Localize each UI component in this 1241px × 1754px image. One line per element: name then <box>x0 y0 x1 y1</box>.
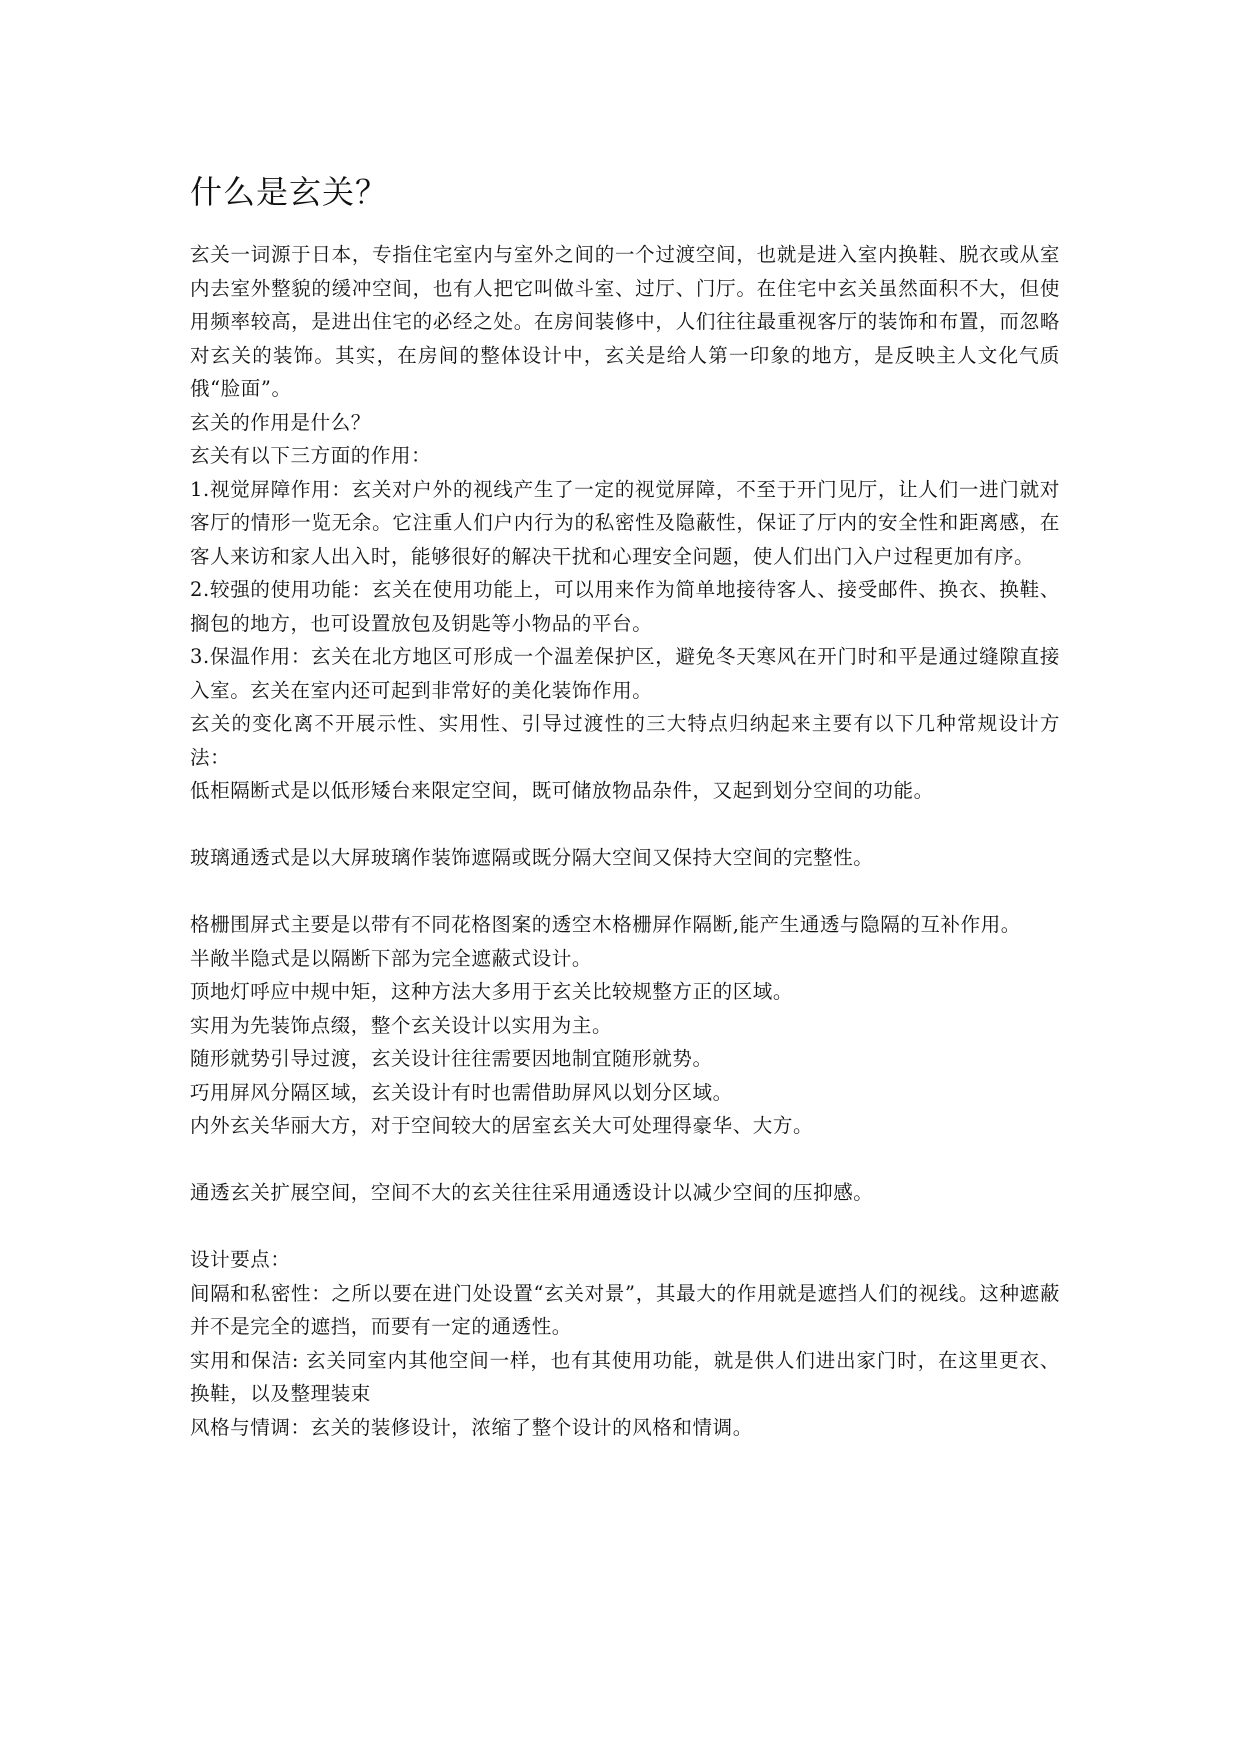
paragraph-method-practical: 实用为先装饰点缀，整个玄关设计以实用为主。 <box>190 1013 613 1037</box>
paragraph-function-1: 1.视觉屏障作用：玄关对户外的视线产生了一定的视觉屏障，不至于开门见厅，让人们一进门就对客厅的情形一览无余。它注重人们户内行为的私密性及隐蔽性，保证了厅内的安全性和距离感，在客人来访和家人出入时，能够很好的解决干扰和心理安全问题，使人们出门入户过程更加有序。 <box>190 477 1060 568</box>
paragraph-intro: 玄关一词源于日本，专指住宅室内与室外之间的一个过渡空间，也就是进入室内换鞋、脱衣或从室内去室外整貌的缓冲空间，也有人把它叫做斗室、过厅、门厅。在住宅中玄关虽然面积不大，但使用频率较高，是进出住宅的必经之处。在房间装修中，人们往往最重视客厅的装饰和布置，而忽略对玄关的装饰。其实，在房间的整体设计中，玄关是给人第一印象的地方，是反映主人文化气质俄“脸面”。 <box>190 243 1060 400</box>
paragraph-point-style: 风格与情调：玄关的装修设计，浓缩了整个设计的风格和情调。 <box>190 1415 753 1439</box>
paragraph-point-practical: 实用和保洁: 玄关同室内其他空间一样，也有其使用功能，就是供人们进出家门时，在这里更衣、换鞋，以及整理装束 <box>190 1348 1060 1405</box>
paragraph-method-ceiling-floor: 顶地灯呼应中规中矩，这种方法大多用于玄关比较规整方正的区域。 <box>190 980 794 1003</box>
paragraph-question: 玄关的作用是什么？ <box>190 410 371 434</box>
blank-line <box>190 1210 1060 1244</box>
blank-line <box>190 1143 1060 1177</box>
paragraph-function-2: 2.较强的使用功能：玄关在使用功能上，可以用来作为简单地接待客人、接受邮件、换衣、换鞋、搁包的地方，也可设置放包及钥匙等小物品的平台。 <box>190 578 1060 635</box>
paragraph-function-3: 3.保温作用：玄关在北方地区可形成一个温差保护区，避免冬天寒风在开门时和平是通过缝隙直接入室。玄关在室内还可起到非常好的美化装饰作用。 <box>190 645 1060 702</box>
paragraph-design-methods-intro: 玄关的变化离不开展示性、实用性、引导过渡性的三大特点归纳起来主要有以下几种常规设计方法： <box>190 712 1060 769</box>
paragraph-method-guide: 随形就势引导过渡，玄关设计往往需要因地制宜随形就势。 <box>190 1047 713 1070</box>
paragraph-method-screen: 巧用屏风分隔区域，玄关设计有时也需借助屏风以划分区域。 <box>190 1080 733 1104</box>
paragraph-method-inner-outer: 内外玄关华丽大方，对于空间较大的居室玄关大可处理得豪华、大方。 <box>190 1114 814 1137</box>
blank-line <box>190 808 1060 842</box>
page-title: 什么是玄关？ <box>190 173 389 211</box>
paragraph-functions-intro: 玄关有以下三方面的作用： <box>190 444 432 467</box>
paragraph-method-transparent: 通透玄关扩展空间，空间不大的玄关往往采用通透设计以减少空间的压抑感。 <box>190 1181 874 1204</box>
paragraph-method-glass: 玻璃通透式是以大屏玻璃作装饰遮隔或既分隔大空间又保持大空间的完整性。 <box>190 846 874 869</box>
paragraph-design-points-heading: 设计要点： <box>190 1248 291 1271</box>
paragraph-method-grille: 格栅围屏式主要是以带有不同花格图案的透空木格栅屏作隔断,能产生通透与隐隔的互补作用。 <box>190 913 1021 936</box>
paragraph-method-low-cabinet: 低柜隔断式是以低形矮台来限定空间，既可储放物品杂件，又起到划分空间的功能。 <box>190 779 934 802</box>
paragraph-point-privacy: 间隔和私密性：之所以要在进门处设置“玄关对景”，其最大的作用就是遮挡人们的视线。这种遮蔽并不是完全的遮挡，而要有一定的通透性。 <box>190 1281 1060 1338</box>
document-body <box>190 238 1060 1444</box>
blank-line <box>190 875 1060 909</box>
paragraph-method-half-open: 半敞半隐式是以隔断下部为完全遮蔽式设计。 <box>190 946 593 970</box>
document-page <box>190 168 1060 1444</box>
